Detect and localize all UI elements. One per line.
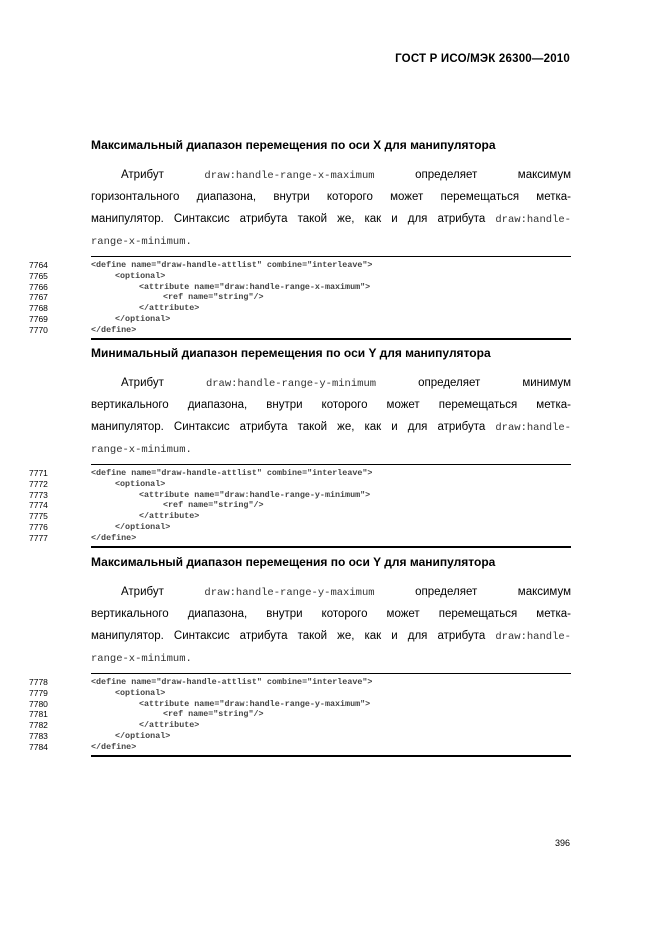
paragraph-line [91, 394, 571, 416]
attribute-name: range-x-minimum. [91, 653, 192, 665]
text-run: минимум [522, 377, 572, 389]
line-number: 7772 [29, 478, 48, 489]
text-run: определяет [415, 586, 478, 598]
attribute-name: draw:handle-range-y-maximum [204, 587, 375, 599]
line-number: 7779 [29, 687, 48, 698]
text-run: определяет [418, 377, 481, 389]
code-text: <ref name="string"/> [163, 500, 264, 511]
section-y-minimum [29, 344, 572, 548]
code-line [29, 489, 571, 501]
paragraph-line [91, 438, 571, 460]
line-number: 7783 [29, 730, 48, 741]
paragraph-line [91, 625, 571, 647]
code-text: <optional> [115, 687, 166, 698]
code-listing [29, 464, 571, 548]
line-number: 7770 [29, 324, 48, 335]
line-number: 7769 [29, 313, 48, 324]
line-number: 7766 [29, 281, 48, 292]
code-line [29, 677, 571, 688]
code-line [29, 720, 571, 731]
text-run: манипулятор. Синтаксис атрибута такой же, как и для атрибута [91, 421, 486, 433]
line-number: 7777 [29, 532, 48, 543]
code-text: </define> [91, 324, 137, 335]
text-run: манипулятор. Синтаксис атрибута такой же, как и для атрибута [91, 630, 486, 642]
code-line [29, 741, 571, 753]
line-number: 7771 [29, 468, 48, 478]
code-text: </attribute> [139, 511, 200, 522]
code-line [29, 478, 571, 490]
paragraph-line [91, 186, 571, 208]
code-text: <define name="draw-handle-attlist" combine="interleave"> [91, 677, 373, 687]
code-line [29, 270, 571, 282]
attribute-name: range-x-minimum. [91, 236, 192, 248]
text-run: Атрибут [121, 377, 164, 389]
attribute-name: draw:handle- [495, 214, 571, 226]
code-line [29, 468, 571, 479]
document-header: ГОСТ Р ИСО/МЭК 26300—2010 [395, 53, 570, 65]
page-number: 396 [554, 838, 570, 848]
text-run: вертикального диапазона, внутри которого может перемещаться метка- [91, 399, 571, 411]
line-number: 7765 [29, 270, 48, 281]
code-line [29, 709, 571, 720]
code-text: <ref name="string"/> [163, 709, 264, 720]
code-line [29, 313, 571, 325]
line-number: 7778 [29, 677, 48, 687]
code-text: <define name="draw-handle-attlist" combine="interleave"> [91, 468, 373, 478]
paragraph-line [91, 164, 571, 186]
code-line [29, 532, 571, 544]
code-text: <optional> [115, 270, 166, 281]
line-number: 7775 [29, 511, 48, 522]
section-heading: Максимальный диапазон перемещения по оси Y для манипулятора [91, 555, 496, 569]
paragraph-line [91, 230, 571, 252]
attribute-name: draw:handle- [495, 422, 571, 434]
code-line [29, 698, 571, 710]
code-text: </define> [91, 532, 137, 543]
code-text: </optional> [115, 521, 171, 532]
code-text: <attribute name="draw:handle-range-y-minimum"> [139, 489, 371, 500]
line-number: 7776 [29, 521, 48, 532]
code-text: </optional> [115, 313, 171, 324]
attribute-name: range-x-minimum. [91, 444, 192, 456]
paragraph-line [91, 416, 571, 438]
code-text: <attribute name="draw:handle-range-x-maximum"> [139, 281, 371, 292]
text-run: Атрибут [121, 169, 164, 181]
code-line [29, 511, 571, 522]
code-listing [29, 673, 571, 757]
line-number: 7774 [29, 500, 48, 511]
code-text: </define> [91, 741, 137, 752]
line-number: 7773 [29, 489, 48, 500]
code-text: </attribute> [139, 720, 200, 731]
code-text: <attribute name="draw:handle-range-y-maximum"> [139, 698, 371, 709]
paragraph-line [91, 208, 571, 230]
text-run: определяет [415, 169, 478, 181]
section-heading: Максимальный диапазон перемещения по оси X для манипулятора [91, 138, 496, 152]
code-line [29, 292, 571, 303]
line-number: 7764 [29, 260, 48, 270]
text-run: максимум [517, 586, 571, 598]
code-line [29, 324, 571, 336]
line-number: 7767 [29, 292, 48, 303]
code-text: </optional> [115, 730, 171, 741]
paragraph-line [91, 603, 571, 625]
paragraph-line [91, 372, 571, 394]
line-number: 7768 [29, 303, 48, 314]
text-run: максимум [517, 169, 571, 181]
code-text: <optional> [115, 478, 166, 489]
text-run: Атрибут [121, 586, 164, 598]
text-run: манипулятор. Синтаксис атрибута такой же, как и для атрибута [91, 213, 486, 225]
section-paragraph [91, 164, 571, 252]
code-line [29, 500, 571, 511]
section-y-maximum [29, 553, 571, 757]
code-text: <define name="draw-handle-attlist" combine="interleave"> [91, 260, 373, 270]
code-text: <ref name="string"/> [163, 292, 264, 303]
code-line [29, 730, 571, 742]
section-paragraph [91, 581, 571, 669]
attribute-name: draw:handle-range-x-maximum [204, 170, 375, 182]
code-listing [29, 256, 571, 340]
line-number: 7784 [29, 741, 48, 752]
line-number: 7781 [29, 709, 48, 720]
line-number: 7782 [29, 720, 48, 731]
code-line [29, 260, 571, 271]
paragraph-line [91, 647, 571, 669]
text-run: вертикального диапазона, внутри которого может перемещаться метка- [91, 608, 571, 620]
code-text: </attribute> [139, 303, 200, 314]
text-run: горизонтального диапазона, внутри которого может перемещаться метка- [91, 191, 571, 203]
section-heading: Минимальный диапазон перемещения по оси Y для манипулятора [91, 346, 491, 360]
code-line [29, 521, 571, 533]
attribute-name: draw:handle-range-y-minimum [205, 378, 377, 390]
section-x-maximum [29, 136, 571, 340]
line-number: 7780 [29, 698, 48, 709]
code-line [29, 281, 571, 293]
paragraph-line [91, 581, 571, 603]
attribute-name: draw:handle- [495, 631, 571, 643]
code-line [29, 303, 571, 314]
code-line [29, 687, 571, 699]
section-paragraph [91, 372, 571, 460]
